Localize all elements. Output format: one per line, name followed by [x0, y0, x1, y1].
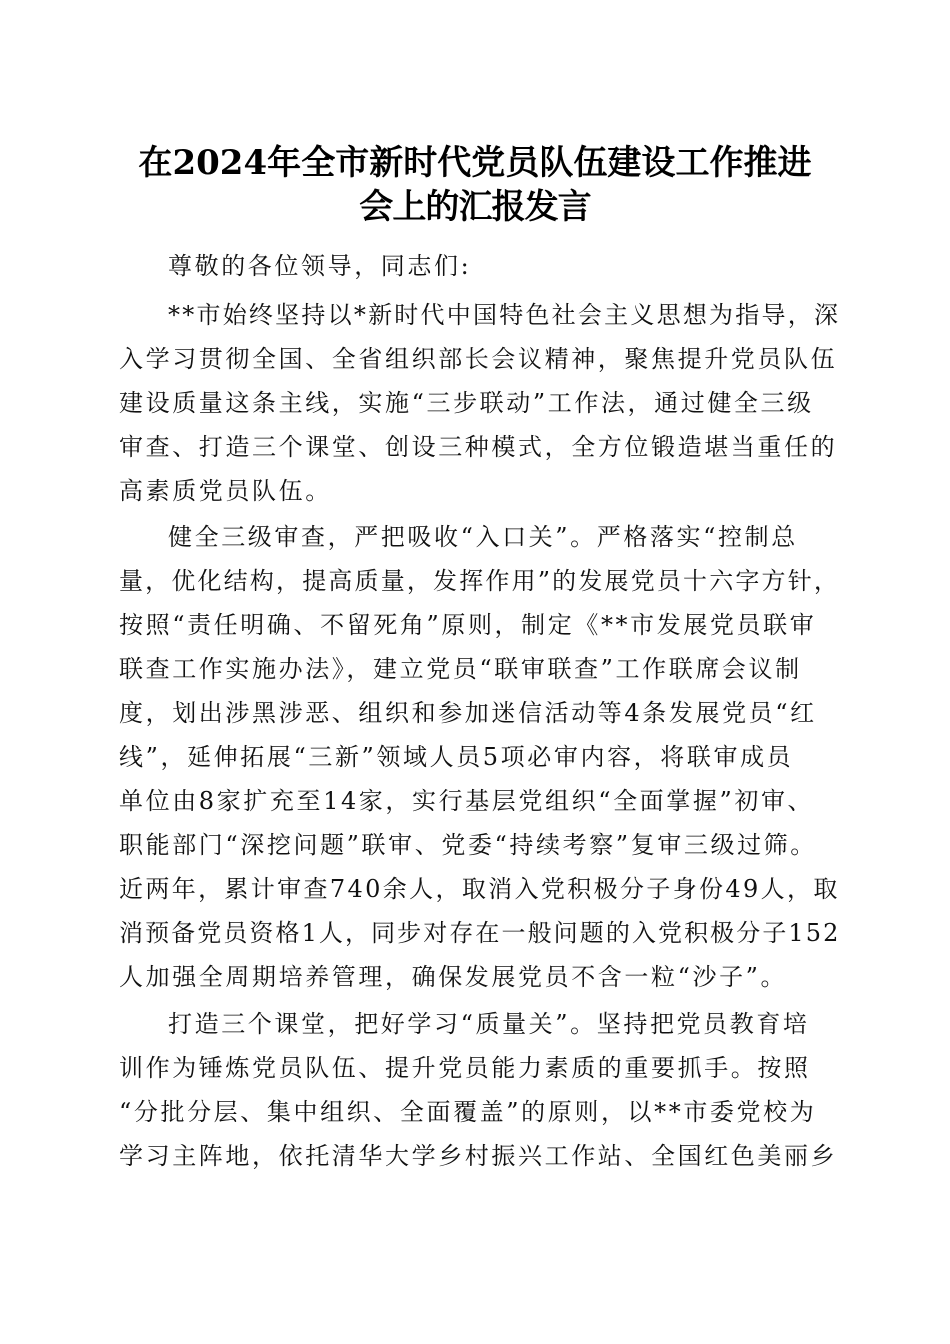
paragraph-3-line: 打造三个课堂，把好学习“质量关”。坚持把党员教育培: [168, 1010, 810, 1038]
paragraph-1-line: 入学习贯彻全国、全省组织部长会议精神，聚焦提升党员队伍: [119, 345, 838, 373]
paragraph-1-line: 建设质量这条主线，实施“三步联动”工作法，通过健全三级: [119, 389, 814, 417]
paragraph-2-line: 量，优化结构，提高质量，发挥作用”的发展党员十六字方针，: [119, 567, 841, 595]
paragraph-2-line: 度，划出涉黑涉恶、组织和参加迷信活动等4条发展党员“红: [119, 699, 817, 727]
paragraph-1-line: **市始终坚持以*新时代中国特色社会主义思想为指导，深: [168, 301, 841, 329]
paragraph-1-line: 高素质党员队伍。: [119, 477, 332, 505]
paragraph-2-line: 人加强全周期培养管理，确保发展党员不含一粒“沙子”。: [119, 963, 788, 991]
paragraph-2-line: 单位由8家扩充至14家，实行基层党组织“全面掌握”初审、: [119, 787, 815, 815]
paragraph-3-line: 训作为锤炼党员队伍、提升党员能力素质的重要抓手。按照: [119, 1054, 811, 1082]
paragraph-2-line: 线”，延伸拓展“三新”领域人员5项必审内容，将联审成员: [119, 743, 794, 771]
paragraph-2-line: 消预备党员资格1人，同步对存在一般问题的入党积极分子152: [119, 919, 841, 947]
paragraph-2-line: 职能部门“深挖问题”联审、党委“持续考察”复审三级过筛。: [119, 831, 817, 859]
paragraph-2-line: 健全三级审查，严把吸收“入口关”。严格落实“控制总: [168, 523, 798, 551]
document-title-line-1: 在2024年全市新时代党员队伍建设工作推进: [138, 143, 812, 183]
paragraph-3-line: 学习主阵地，依托清华大学乡村振兴工作站、全国红色美丽乡: [119, 1142, 838, 1170]
paragraph-3-line: “分批分层、集中组织、全面覆盖”的原则，以**市委党校为: [119, 1098, 817, 1126]
salutation: 尊敬的各位领导，同志们:: [168, 252, 472, 280]
paragraph-2-line: 按照“责任明确、不留死角”原则，制定《**市发展党员联审: [119, 611, 817, 639]
paragraph-2-line: 联查工作实施办法》，建立党员“联审联查”工作联席会议制: [119, 655, 802, 683]
paragraph-1-line: 审查、打造三个课堂、创设三种模式，全方位锻造堪当重任的: [119, 433, 838, 461]
paragraph-2-line: 近两年，累计审查740余人，取消入党积极分子身份49人，取: [119, 875, 840, 903]
document-title-line-2: 会上的汇报发言: [359, 187, 591, 227]
